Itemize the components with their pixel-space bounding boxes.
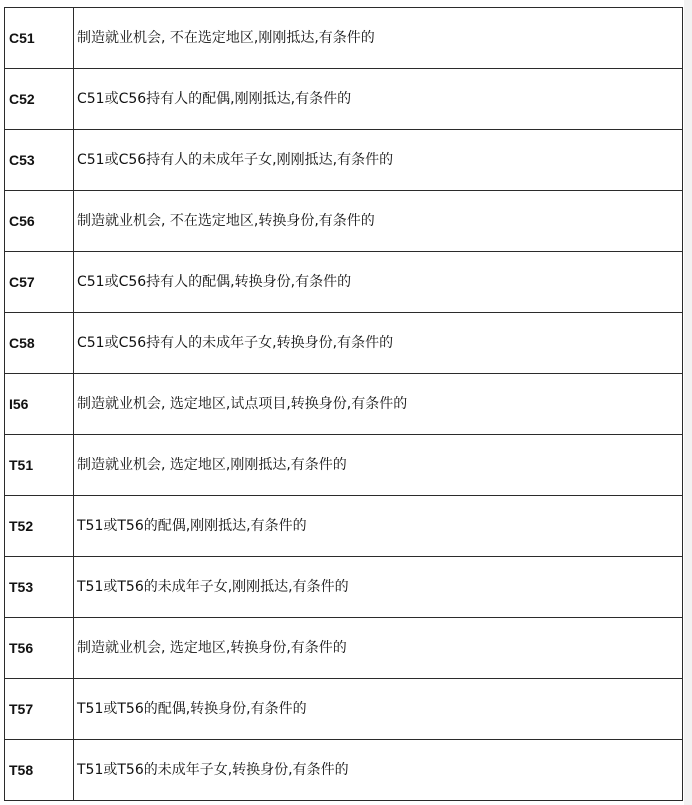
- visa-description-cell: T51或T56的未成年子女,转换身份,有条件的: [74, 740, 683, 801]
- visa-description-cell: T51或T56的未成年子女,刚刚抵达,有条件的: [74, 557, 683, 618]
- visa-code-cell: C58: [5, 313, 74, 374]
- visa-description-cell: T51或T56的配偶,转换身份,有条件的: [74, 679, 683, 740]
- table-row: [5, 557, 683, 618]
- table-row: [5, 130, 683, 191]
- table-row: [5, 374, 683, 435]
- table-row: [5, 496, 683, 557]
- table-row: [5, 679, 683, 740]
- table-row: [5, 69, 683, 130]
- visa-code-cell: T57: [5, 679, 74, 740]
- visa-description-cell: C51或C56持有人的配偶,转换身份,有条件的: [74, 252, 683, 313]
- visa-description-cell: 制造就业机会, 选定地区,刚刚抵达,有条件的: [74, 435, 683, 496]
- visa-code-cell: C53: [5, 130, 74, 191]
- page-edge-shade: [684, 0, 692, 805]
- visa-code-cell: T56: [5, 618, 74, 679]
- visa-code-cell: C52: [5, 69, 74, 130]
- visa-code-cell: I56: [5, 374, 74, 435]
- visa-code-cell: T52: [5, 496, 74, 557]
- visa-description-cell: 制造就业机会, 选定地区,转换身份,有条件的: [74, 618, 683, 679]
- visa-description-cell: 制造就业机会, 不在选定地区,转换身份,有条件的: [74, 191, 683, 252]
- table-row: [5, 8, 683, 69]
- table-row: [5, 740, 683, 801]
- visa-code-table: [4, 7, 683, 801]
- visa-code-table-wrapper: [4, 7, 683, 801]
- visa-description-cell: 制造就业机会, 不在选定地区,刚刚抵达,有条件的: [74, 8, 683, 69]
- visa-description-cell: C51或C56持有人的未成年子女,刚刚抵达,有条件的: [74, 130, 683, 191]
- visa-code-cell: C56: [5, 191, 74, 252]
- table-row: [5, 191, 683, 252]
- visa-code-cell: T58: [5, 740, 74, 801]
- table-row: [5, 252, 683, 313]
- table-row: [5, 313, 683, 374]
- visa-code-cell: T51: [5, 435, 74, 496]
- visa-code-cell: T53: [5, 557, 74, 618]
- visa-description-cell: C51或C56持有人的配偶,刚刚抵达,有条件的: [74, 69, 683, 130]
- table-row: [5, 435, 683, 496]
- visa-code-cell: C51: [5, 8, 74, 69]
- visa-description-cell: T51或T56的配偶,刚刚抵达,有条件的: [74, 496, 683, 557]
- visa-description-cell: C51或C56持有人的未成年子女,转换身份,有条件的: [74, 313, 683, 374]
- visa-code-cell: C57: [5, 252, 74, 313]
- visa-description-cell: 制造就业机会, 选定地区,试点项目,转换身份,有条件的: [74, 374, 683, 435]
- table-row: [5, 618, 683, 679]
